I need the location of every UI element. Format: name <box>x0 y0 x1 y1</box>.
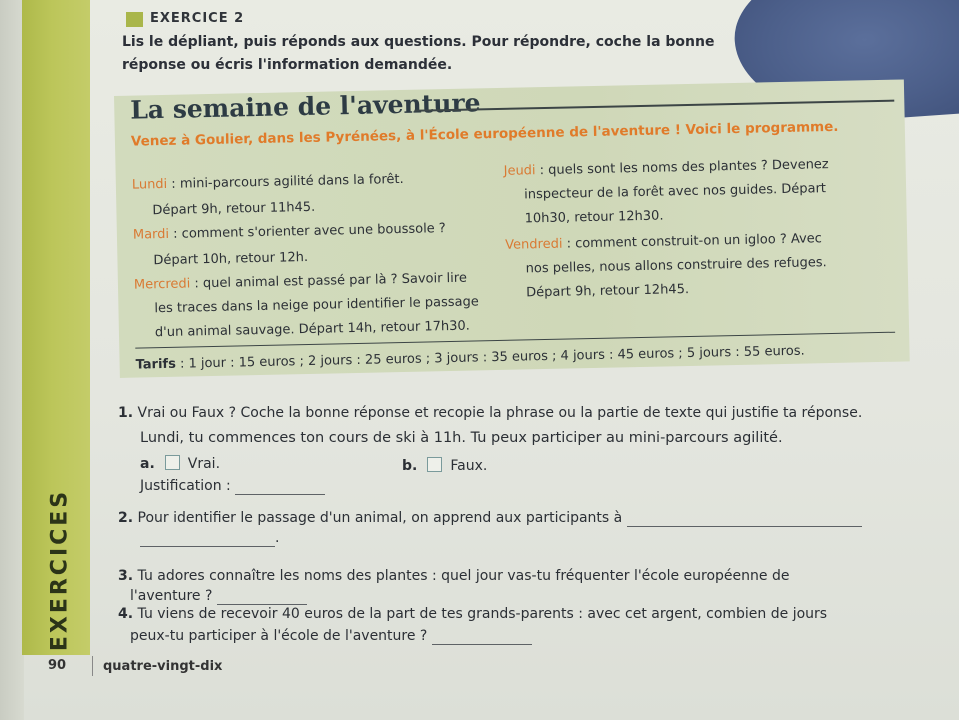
question-1: 1. Vrai ou Faux ? Coche la bonne réponse et recopie la phrase ou la partie de texte qui justifie ta réponse. <box>118 405 863 421</box>
question-4-line-2: peux-tu participer à l'école de l'aventure ? <box>130 628 532 645</box>
answer-blank-q2b[interactable] <box>140 530 275 547</box>
schedule-line: Vendredi : comment construit-on un igloo ? Avec <box>505 231 823 253</box>
justification-field: Justification : <box>140 478 325 495</box>
schedule-line: Départ 9h, retour 12h45. <box>526 282 690 301</box>
option-b: b. Faux. <box>402 458 488 474</box>
answer-blank-q4[interactable] <box>432 628 532 645</box>
checkbox-false[interactable] <box>427 457 442 472</box>
justification-blank[interactable] <box>235 478 325 495</box>
leaflet-subtitle: Venez à Goulier, dans les Pyrénées, à l'École européenne de l'aventure ! Voici le programme. <box>130 118 839 150</box>
answer-blank-q2[interactable] <box>627 510 862 527</box>
title-rule <box>414 100 894 112</box>
schedule-line: Lundi : mini-parcours agilité dans la forêt. <box>131 171 404 193</box>
answer-blank-q3[interactable] <box>217 588 307 605</box>
question-3-line-2-text: l'aventure ? <box>130 588 307 605</box>
schedule-line: les traces dans la neige pour identifier le passage <box>154 294 479 317</box>
exercise-marker <box>126 12 143 27</box>
instruction-line-2: réponse ou écris l'information demandée. <box>122 57 453 73</box>
question-4: 4. Tu viens de recevoir 40 euros de la part de tes grands-parents : avec cet argent, combien de jours <box>118 606 828 622</box>
question-2-continuation: . <box>140 530 279 547</box>
schedule-line: d'un animal sauvage. Départ 14h, retour 17h30. <box>154 318 470 341</box>
leaflet-title: La semaine de l'aventure <box>129 88 481 125</box>
checkbox-true[interactable] <box>165 455 180 470</box>
page-number-words: quatre-vingt-dix <box>103 659 223 674</box>
schedule-line: Mercredi : quel animal est passé par là ? Savoir lire <box>133 270 468 293</box>
schedule-line: Départ 10h, retour 12h. <box>153 249 309 269</box>
exercise-label: EXERCICE 2 <box>150 11 245 26</box>
schedule-line: nos pelles, nous allons construire des refuges. <box>525 255 827 277</box>
schedule-line: 10h30, retour 12h30. <box>524 208 664 227</box>
question-1-statement: Lundi, tu commences ton cours de ski à 11h. Tu peux participer au mini-parcours agilité. <box>140 430 783 446</box>
page-number: 90 <box>48 658 67 673</box>
question-3: 3. Tu adores connaître les noms des plantes : quel jour vas-tu fréquenter l'école européenne de <box>118 568 790 584</box>
schedule-line: Jeudi : quels sont les noms des plantes ? Devenez <box>503 157 829 179</box>
sidebar-label: EXERCICES <box>47 488 73 652</box>
instruction-line-1: Lis le dépliant, puis réponds aux questions. Pour répondre, coche la bonne <box>122 34 715 50</box>
schedule-line: Mardi : comment s'orienter avec une boussole ? <box>132 221 446 243</box>
schedule-line: inspecteur de la forêt avec nos guides. Départ <box>524 181 827 203</box>
option-a: a. Vrai. <box>140 456 221 472</box>
tarifs-line: Tarifs : 1 jour : 15 euros ; 2 jours : 25 euros ; 3 jours : 35 euros ; 4 jours : 45 euros ; 5 jours : 55 euros. <box>135 343 805 373</box>
schedule-line: Départ 9h, retour 11h45. <box>152 199 316 219</box>
leaflet-panel <box>114 79 910 377</box>
question-2: 2. Pour identifier le passage d'un animal, on apprend aux participants à <box>118 510 862 527</box>
footer-divider <box>92 656 93 676</box>
